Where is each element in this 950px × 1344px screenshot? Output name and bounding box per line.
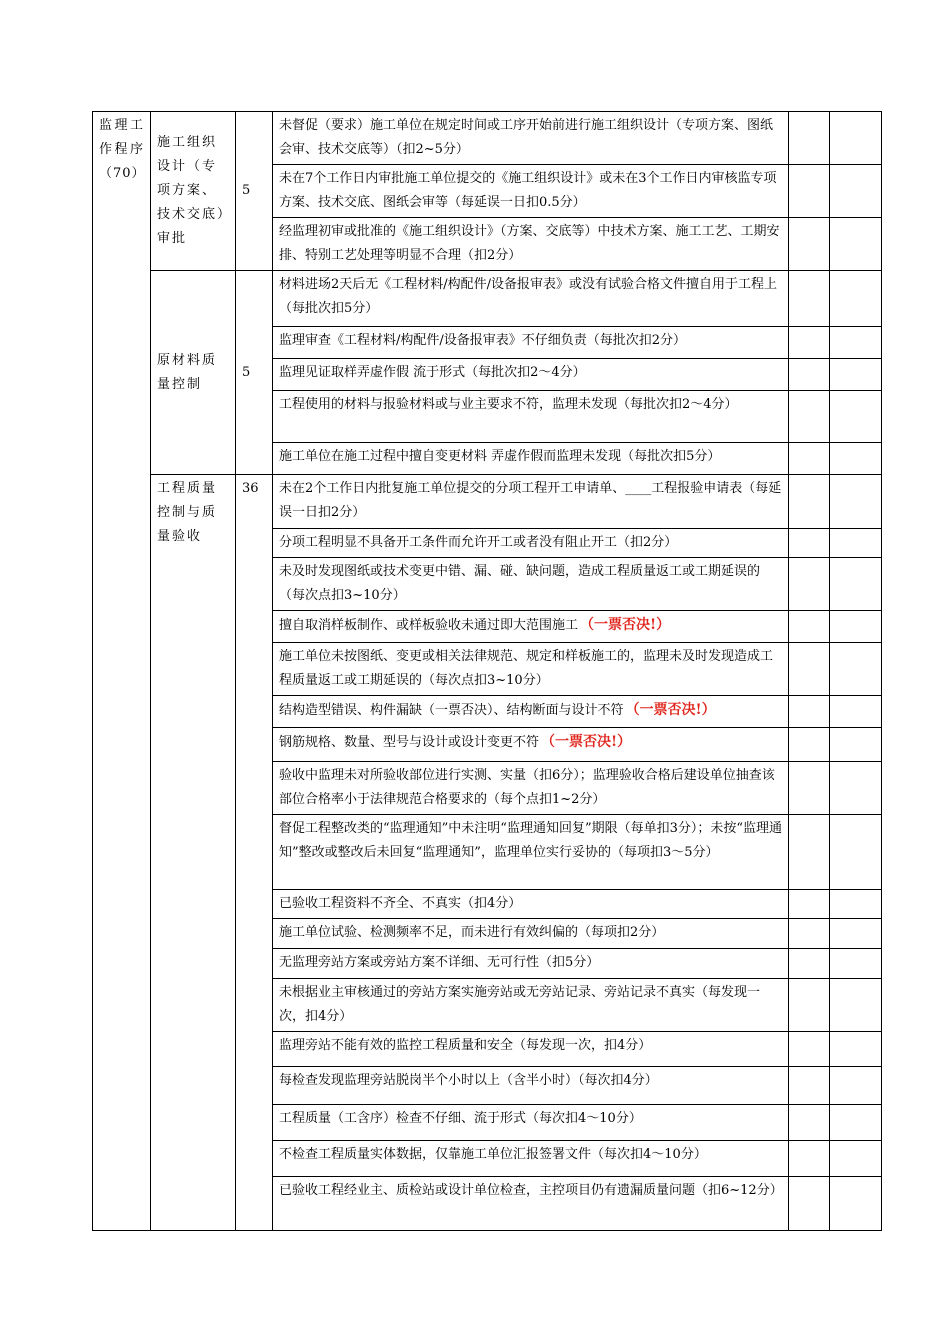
item-cell (273, 218, 789, 271)
deduction-cell[interactable] (789, 611, 830, 643)
deduction-cell[interactable] (789, 979, 830, 1032)
remark-cell[interactable] (830, 327, 882, 359)
deduction-cell[interactable] (789, 696, 830, 728)
subcategory-cell: 施工组织设计（专项方案、技术交底）审批 (151, 112, 236, 271)
item-text: 工程使用的材料与报验材料或与业主要求不符，监理未发现（每批次扣2～4分） (279, 397, 738, 412)
subcategory-cell: 工程质量控制与质量验收 (151, 475, 236, 1231)
table-row (93, 271, 882, 327)
remark-cell[interactable] (830, 443, 882, 475)
remark-cell[interactable] (830, 359, 882, 391)
item-text: 材料进场2天后无《工程材料/构配件/设备报审表》或没有试验合格文件擅自用于工程上（每批次扣5分） (279, 277, 778, 316)
deduction-cell[interactable] (789, 1067, 830, 1105)
remark-cell[interactable] (830, 558, 882, 611)
score-cell: 36 (236, 475, 273, 1231)
remark-cell[interactable] (830, 218, 882, 271)
item-cell (273, 815, 789, 890)
remark-cell[interactable] (830, 1105, 882, 1141)
item-cell (273, 1105, 789, 1141)
item-cell (273, 1141, 789, 1177)
deduction-cell[interactable] (789, 218, 830, 271)
subcategory-cell: 原材料质量控制 (151, 271, 236, 475)
item-text: 分项工程明显不具备开工条件而允许开工或者没有阻止开工（扣2分） (279, 535, 678, 550)
remark-cell[interactable] (830, 1177, 882, 1231)
item-text: 结构造型错误、构件漏缺（一票否决）、结构断面与设计不符 (279, 703, 624, 718)
remark-cell[interactable] (830, 696, 882, 728)
item-cell (273, 475, 789, 529)
item-text: 已验收工程资料不齐全、不真实（扣4分） (279, 896, 522, 911)
item-cell (273, 359, 789, 391)
deduction-cell[interactable] (789, 949, 830, 979)
item-text: 督促工程整改类的“监理通知”中未注明“监理通知回复”期限（每单扣3分）；未按“监理通知”整改或整改后未回复“监理通知”，监理单位实行妥协的（每项扣3～5分） (279, 821, 783, 860)
item-cell (273, 271, 789, 327)
item-text: 不检查工程质量实体数据，仅靠施工单位汇报签署文件（每次扣4～10分） (279, 1147, 707, 1162)
item-cell (273, 728, 789, 762)
item-cell (273, 949, 789, 979)
item-cell (273, 979, 789, 1032)
remark-cell[interactable] (830, 979, 882, 1032)
item-cell (273, 558, 789, 611)
item-text: 未督促（要求）施工单位在规定时间或工序开始前进行施工组织设计（专项方案、图纸会审、技术交底等）（扣2~5分） (279, 118, 774, 157)
item-text: 无监理旁站方案或旁站方案不详细、无可行性（扣5分） (279, 955, 600, 970)
item-cell (273, 643, 789, 696)
evaluation-table (92, 111, 882, 1231)
item-text: 监理旁站不能有效的监控工程质量和安全（每发现一次，扣4分） (279, 1038, 652, 1053)
deduction-cell[interactable] (789, 391, 830, 443)
veto-mark: （一票否决!） (625, 702, 716, 718)
deduction-cell[interactable] (789, 529, 830, 558)
item-text: 已验收工程经业主、质检站或设计单位检查，主控项目仍有遗漏质量问题（扣6~12分） (279, 1183, 783, 1198)
item-cell (273, 1177, 789, 1231)
item-text: 经监理初审或批准的《施工组织设计》（方案、交底等）中技术方案、施工工艺、工期安排、特别工艺处理等明显不合理（扣2分） (279, 224, 780, 263)
item-text: 未在2个工作日内批复施工单位提交的分项工程开工申请单、____工程报验申请表（每延误一日扣2分） (279, 481, 782, 520)
deduction-cell[interactable] (789, 762, 830, 815)
deduction-cell[interactable] (789, 443, 830, 475)
item-text: 未根据业主审核通过的旁站方案实施旁站或无旁站记录、旁站记录不真实（每发现一次，扣4分） (279, 985, 761, 1024)
item-cell (273, 327, 789, 359)
deduction-cell[interactable] (789, 165, 830, 218)
deduction-cell[interactable] (789, 112, 830, 165)
remark-cell[interactable] (830, 611, 882, 643)
item-text: 擅自取消样板制作、或样板验收未通过即大范围施工 (279, 618, 579, 633)
item-text: 施工单位在施工过程中擅自变更材料 弄虚作假而监理未发现（每批次扣5分） (279, 449, 721, 464)
veto-mark: （一票否决!） (541, 734, 632, 750)
score-cell: 5 (236, 271, 273, 475)
remark-cell[interactable] (830, 949, 882, 979)
item-cell (273, 890, 789, 919)
item-cell (273, 529, 789, 558)
item-text: 施工单位未按图纸、变更或相关法律规范、规定和样板施工的，监理未及时发现造成工程质量返工或工期延误的（每次点扣3~10分） (279, 649, 774, 688)
item-cell (273, 919, 789, 949)
remark-cell[interactable] (830, 643, 882, 696)
item-cell (273, 762, 789, 815)
item-text: 监理见证取样弄虚作假 流于形式（每批次扣2～4分） (279, 365, 586, 380)
remark-cell[interactable] (830, 271, 882, 327)
deduction-cell[interactable] (789, 919, 830, 949)
item-cell (273, 112, 789, 165)
item-cell (273, 1067, 789, 1105)
remark-cell[interactable] (830, 112, 882, 165)
deduction-cell[interactable] (789, 1032, 830, 1067)
item-text: 验收中监理未对所验收部位进行实测、实量（扣6分）；监理验收合格后建设单位抽查该部位合格率小于法律规范合格要求的（每个点扣1~2分） (279, 768, 775, 807)
deduction-cell[interactable] (789, 1141, 830, 1177)
item-cell (273, 391, 789, 443)
table-row (93, 112, 882, 165)
deduction-cell[interactable] (789, 643, 830, 696)
deduction-cell[interactable] (789, 1105, 830, 1141)
remark-cell[interactable] (830, 815, 882, 890)
table-row (93, 475, 882, 529)
remark-cell[interactable] (830, 475, 882, 529)
item-cell (273, 443, 789, 475)
score-cell: 5 (236, 112, 273, 271)
remark-cell[interactable] (830, 529, 882, 558)
remark-cell[interactable] (830, 391, 882, 443)
item-text: 每检查发现监理旁站脱岗半个小时以上（含半小时）（每次扣4分） (279, 1073, 658, 1088)
item-cell (273, 165, 789, 218)
veto-mark: （一票否决!） (580, 617, 671, 633)
remark-cell[interactable] (830, 728, 882, 762)
remark-cell[interactable] (830, 1067, 882, 1105)
item-text: 工程质量（工含序）检查不仔细、流于形式（每次扣4～10分） (279, 1111, 642, 1126)
remark-cell[interactable] (830, 165, 882, 218)
deduction-cell[interactable] (789, 728, 830, 762)
deduction-cell[interactable] (789, 475, 830, 529)
remark-cell[interactable] (830, 890, 882, 919)
remark-cell[interactable] (830, 762, 882, 815)
remark-cell[interactable] (830, 1141, 882, 1177)
item-text: 未及时发现图纸或技术变更中错、漏、碰、缺问题，造成工程质量返工或工期延误的（每次点扣3~10分） (279, 564, 761, 603)
remark-cell[interactable] (830, 919, 882, 949)
deduction-cell[interactable] (789, 359, 830, 391)
deduction-cell[interactable] (789, 271, 830, 327)
remark-cell[interactable] (830, 1032, 882, 1067)
item-cell (273, 611, 789, 643)
item-text: 施工单位试验、检测频率不足，而未进行有效纠偏的（每项扣2分） (279, 925, 665, 940)
category-cell: 监理工作程序（70） (93, 112, 151, 1231)
item-cell (273, 1032, 789, 1067)
item-text: 监理审查《工程材料/构配件/设备报审表》不仔细负责（每批次扣2分） (279, 333, 687, 348)
deduction-cell[interactable] (789, 1177, 830, 1231)
deduction-cell[interactable] (789, 815, 830, 890)
deduction-cell[interactable] (789, 327, 830, 359)
item-text: 钢筋规格、数量、型号与设计或设计变更不符 (279, 735, 540, 750)
item-text: 未在7个工作日内审批施工单位提交的《施工组织设计》或未在3个工作日内审核监专项方案、技术交底、图纸会审等（每延误一日扣0.5分） (279, 171, 777, 210)
deduction-cell[interactable] (789, 558, 830, 611)
item-cell (273, 696, 789, 728)
deduction-cell[interactable] (789, 890, 830, 919)
